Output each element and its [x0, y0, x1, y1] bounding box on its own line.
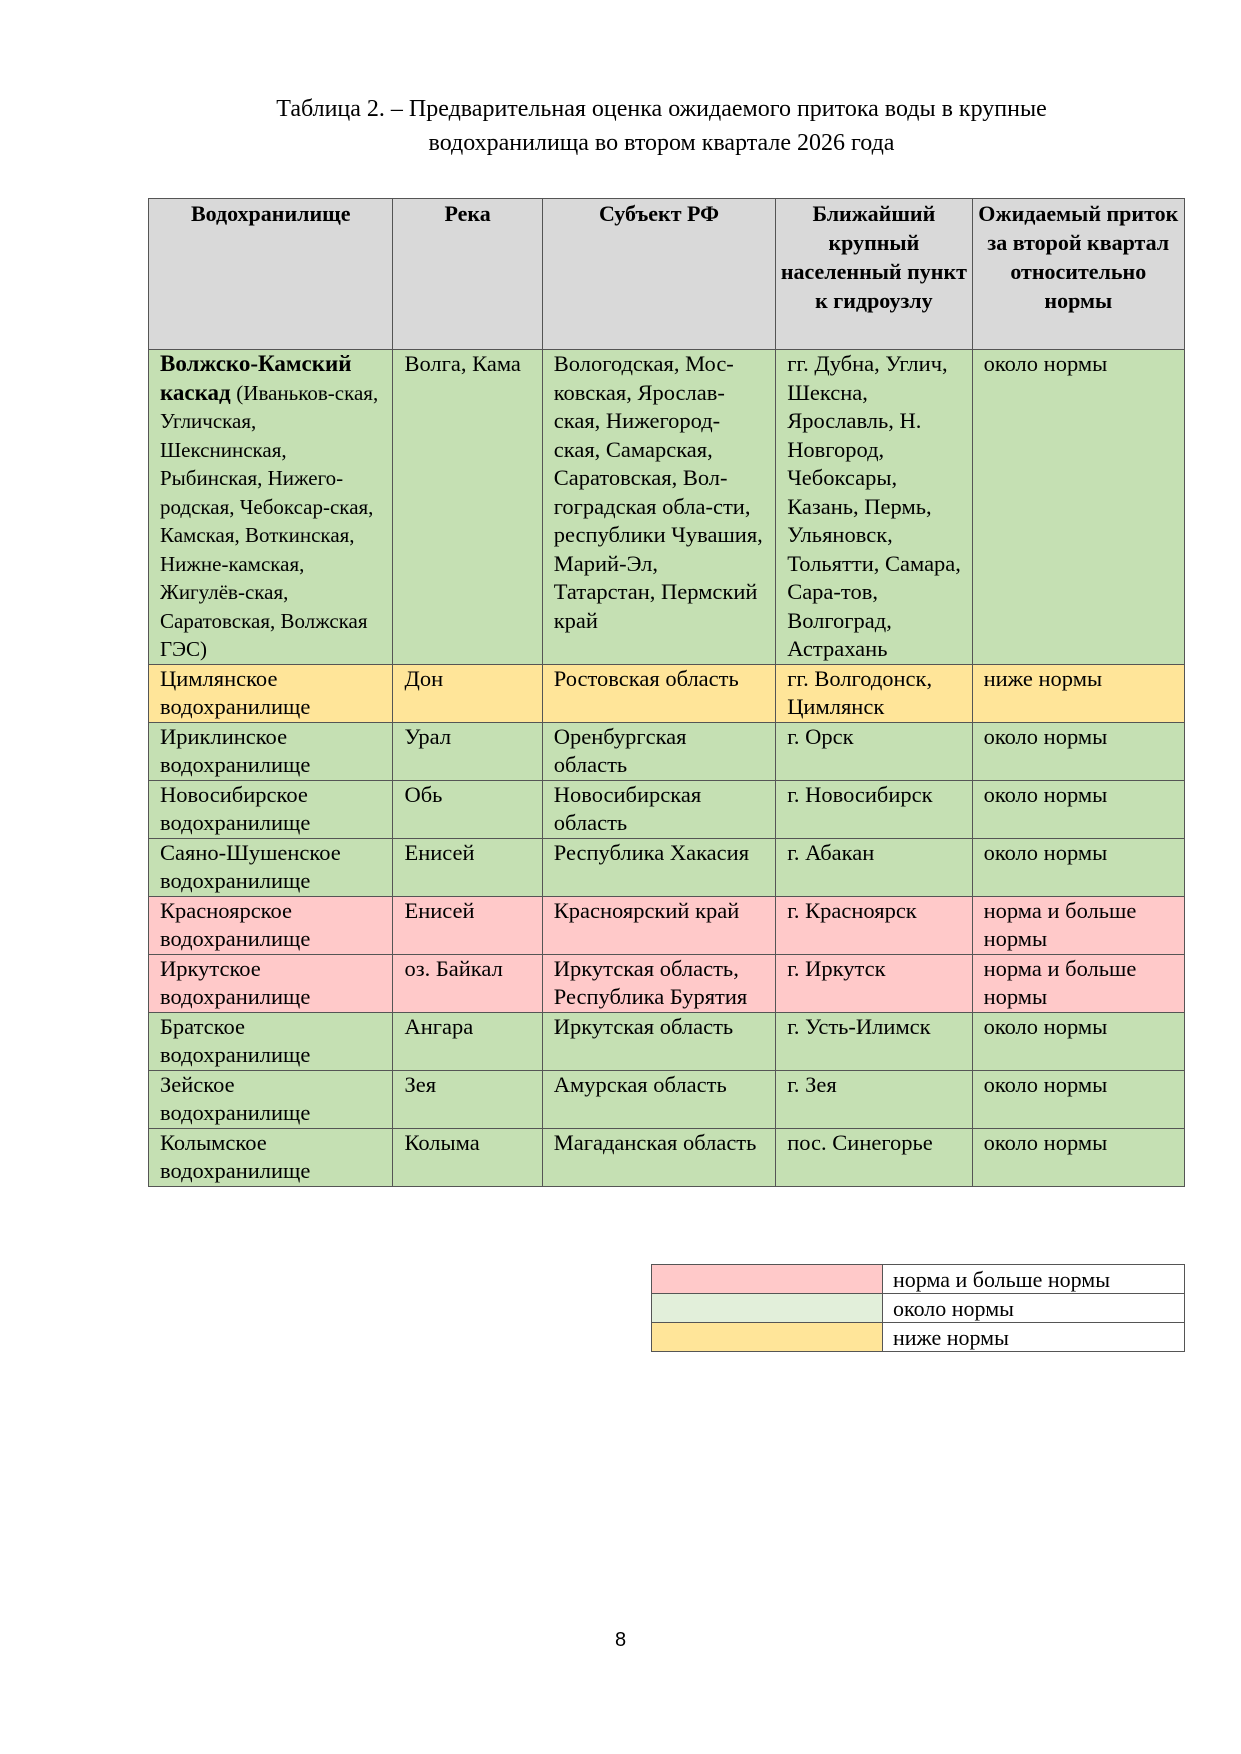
- cell-inflow: около нормы: [972, 780, 1184, 838]
- legend-row: [652, 1294, 1185, 1323]
- cell-river: Дон: [393, 664, 542, 722]
- cell-subject: Новосибирская область: [542, 780, 775, 838]
- cell-river: Обь: [393, 780, 542, 838]
- header-subject: Субъект РФ: [542, 199, 775, 350]
- cell-subject: Республика Хакасия: [542, 838, 775, 896]
- legend-label: около нормы: [883, 1294, 1185, 1323]
- table-row: [149, 722, 1185, 780]
- cell-subject: Иркутская область: [542, 1012, 775, 1070]
- cell-city: г. Новосибирск: [776, 780, 972, 838]
- cell-reservoir: Ириклинское водохранилище: [149, 722, 393, 780]
- cell-river: Урал: [393, 722, 542, 780]
- cell-river: оз. Байкал: [393, 954, 542, 1012]
- cell-reservoir: Красноярское водохранилище: [149, 896, 393, 954]
- cell-subject: Магаданская область: [542, 1128, 775, 1186]
- header-city-line-2: к гидроузлу: [815, 288, 933, 313]
- cell-inflow: около нормы: [972, 1012, 1184, 1070]
- table-header-row: [149, 199, 1185, 350]
- cell-city: г. Усть-Илимск: [776, 1012, 972, 1070]
- table-row: [149, 838, 1185, 896]
- cell-subject: Вологодская, Мос-ковская, Ярослав-ская, Нижегород-ская, Самарская, Саратовская, Вол-гоградская обла-сти, республики Чувашия, Марий-Эл, Татарстан, Пермский край: [542, 350, 775, 665]
- cell-city: пос. Синегорье: [776, 1128, 972, 1186]
- cell-subject: Иркутская область, Республика Бурятия: [542, 954, 775, 1012]
- legend-swatch-above-norm: [652, 1265, 883, 1294]
- table-row: [149, 954, 1185, 1012]
- header-river: Река: [393, 199, 542, 350]
- cell-inflow: около нормы: [972, 838, 1184, 896]
- table-row: [149, 896, 1185, 954]
- cell-city: г. Иркутск: [776, 954, 972, 1012]
- caption-line-1: Таблица 2. – Предварительная оценка ожидаемого притока воды в крупные: [276, 96, 1047, 122]
- table-row: [149, 1128, 1185, 1186]
- cascade-name: Волжско-Камский каскад: [160, 351, 352, 405]
- cell-inflow: около нормы: [972, 1070, 1184, 1128]
- legend-swatch-below-norm: [652, 1323, 883, 1352]
- cell-subject: Амурская область: [542, 1070, 775, 1128]
- header-inflow: Ожидаемый приток за второй квартал относительно нормы: [972, 199, 1184, 350]
- legend-row: [652, 1265, 1185, 1294]
- table-row: [149, 780, 1185, 838]
- cell-river: Енисей: [393, 896, 542, 954]
- legend-swatch-near-norm: [652, 1294, 883, 1323]
- cell-reservoir: Зейское водохранилище: [149, 1070, 393, 1128]
- table-row: [149, 1012, 1185, 1070]
- cell-inflow: около нормы: [972, 722, 1184, 780]
- cell-reservoir: Иркутское водохранилище: [149, 954, 393, 1012]
- color-legend: [651, 1264, 1185, 1352]
- table-row: [149, 664, 1185, 722]
- table-row: [149, 1070, 1185, 1128]
- cell-reservoir: Саяно-Шушенское водохранилище: [149, 838, 393, 896]
- header-city: [776, 199, 972, 350]
- legend-label: ниже нормы: [883, 1323, 1185, 1352]
- cell-city: гг. Дубна, Углич, Шексна, Ярославль, Н. Новгород, Чебоксары, Казань, Пермь, Ульяновск, Тольятти, Самара, Сара-тов, Волгоград, Астрахань: [776, 350, 972, 665]
- cell-reservoir: Цимлянское водохранилище: [149, 664, 393, 722]
- caption-line-2: водохранилища во втором квартале 2026 года: [428, 130, 895, 156]
- cell-reservoir: Колымское водохранилище: [149, 1128, 393, 1186]
- cell-river: Енисей: [393, 838, 542, 896]
- cell-inflow: около нормы: [972, 350, 1184, 665]
- cell-inflow: норма и больше нормы: [972, 896, 1184, 954]
- cell-subject: Красноярский край: [542, 896, 775, 954]
- cell-river: Зея: [393, 1070, 542, 1128]
- cell-subject: Оренбургская область: [542, 722, 775, 780]
- page-number: 8: [614, 1629, 627, 1651]
- header-city-line-1: Ближайший крупный населенный пункт: [780, 201, 967, 284]
- cell-inflow: около нормы: [972, 1128, 1184, 1186]
- cascade-plants: (Иваньков-ская, Угличская, Шекснинская, Рыбинская, Нижего-родская, Чебоксар-ская, Камская, Воткинская, Нижне-камская, Жигулёв-ская, Саратовская, Волжская ГЭС): [160, 380, 379, 661]
- cell-subject: Ростовская область: [542, 664, 775, 722]
- cell-river: Волга, Кама: [393, 350, 542, 665]
- cell-city: г. Красноярск: [776, 896, 972, 954]
- cell-city: г. Орск: [776, 722, 972, 780]
- table-row-cascade: [149, 350, 1185, 665]
- header-reservoir: Водохранилище: [149, 199, 393, 350]
- reservoir-inflow-table: [148, 198, 1185, 1187]
- cell-reservoir: [149, 350, 393, 665]
- table-caption: [149, 92, 1174, 160]
- legend-label: норма и больше нормы: [883, 1265, 1185, 1294]
- legend-row: [652, 1323, 1185, 1352]
- cell-inflow: норма и больше нормы: [972, 954, 1184, 1012]
- cell-city: гг. Волгодонск, Цимлянск: [776, 664, 972, 722]
- cell-reservoir: Новосибирское водохранилище: [149, 780, 393, 838]
- cell-river: Ангара: [393, 1012, 542, 1070]
- cell-reservoir: Братское водохранилище: [149, 1012, 393, 1070]
- cell-inflow: ниже нормы: [972, 664, 1184, 722]
- cell-river: Колыма: [393, 1128, 542, 1186]
- cell-city: г. Зея: [776, 1070, 972, 1128]
- cell-city: г. Абакан: [776, 838, 972, 896]
